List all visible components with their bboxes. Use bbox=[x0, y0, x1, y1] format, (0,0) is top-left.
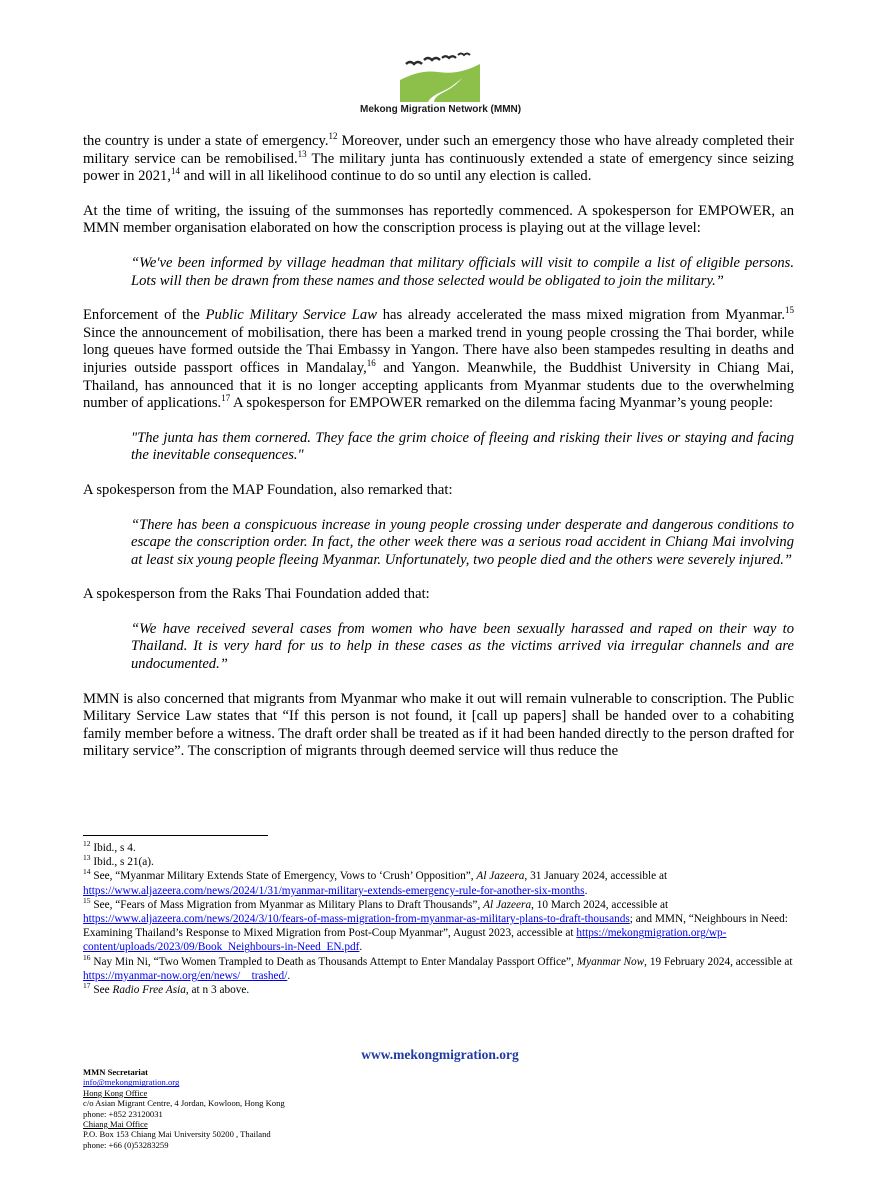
hk-phone: phone: +852 23120031 bbox=[83, 1108, 163, 1119]
paragraph-6: MMN is also concerned that migrants from Myanmar who make it out will remain vulnerable to conscription. The Public Military Service Law states that “If this person is not found, it [call up papers] shall be handed over to a cohabiting family member before a witness. The draft order shall be treated as if it had been handed directly to the person drafted for military service”. The conscription of migrants through deemed service will thus reduce the bbox=[83, 690, 794, 760]
footnote-15 bbox=[83, 898, 794, 955]
p1-text-c: The military junta has continuously extended a state of emergency since seizing power in 2021, bbox=[83, 150, 794, 185]
footnote-text: . bbox=[584, 884, 588, 897]
footnote-link-mmn-report[interactable]: https://mekongmigration.org/wp-content/uploads/2023/09/Book_Neighbours-in-Need_EN.pdf bbox=[83, 927, 727, 954]
footnote-link-myanmar-now[interactable]: https://myanmar-now.org/en/news/__trashed/ bbox=[83, 969, 288, 982]
hk-address: c/o Asian Migrant Centre, 4 Jordan, Kowloon, Hong Kong bbox=[83, 1098, 285, 1109]
p3-text-a: Enforcement of the bbox=[83, 307, 206, 324]
publication-name: Myanmar Now bbox=[576, 955, 645, 968]
publication-name: Al Jazeera bbox=[476, 870, 525, 883]
footnote-text: See bbox=[90, 984, 113, 997]
footnote-number: 15 bbox=[83, 896, 91, 906]
p1-text-b: Moreover, under such an emergency those who have already completed their military service can be remobilised. bbox=[83, 133, 794, 167]
quote-empower-2: "The junta has them cornered. They face the grim choice of fleeing and risking their lives or staying and facing the inevitable consequences." bbox=[131, 429, 794, 464]
cm-office-label: Chiang Mai Office bbox=[83, 1119, 148, 1130]
secretariat-block bbox=[83, 1067, 443, 1150]
quote-raks-thai: “We have received several cases from women who have been sexually harassed and raped on their way to Thailand. It is very hard for us to help in these cases as the victims arrived via irregular channels and are undocumented.” bbox=[131, 620, 794, 673]
p3-text-d: and Yangon. Meanwhile, the Buddhist University in Chiang Mai, Thailand, has announced that it is no longer accepting applicants from Myanmar students due to the overwhelming number of applications. bbox=[83, 359, 794, 412]
email-link[interactable]: info@mekongmigration.org bbox=[83, 1077, 180, 1088]
footnote-link-aljazeera-mar[interactable]: https://www.aljazeera.com/news/2024/3/10/fears-of-mass-migration-from-myanmar-as-military-plans-to-draft-thousands bbox=[83, 913, 630, 926]
footnote-14 bbox=[83, 869, 794, 897]
footnote-ref-14[interactable]: 14 bbox=[170, 166, 180, 177]
footnote-ref-12[interactable]: 12 bbox=[328, 131, 338, 142]
p1-text-d: and will in all likelihood continue to do so until any election is called. bbox=[179, 168, 592, 185]
website-link[interactable]: www.mekongmigration.org bbox=[361, 1047, 519, 1062]
footnote-ref-17[interactable]: 17 bbox=[221, 393, 231, 404]
logo-caption: Mekong Migration Network (MMN) bbox=[360, 104, 522, 115]
cm-address: P.O. Box 153 Chiang Mai University 50200 , Thailand bbox=[83, 1129, 271, 1140]
footnote-text: See, “Fears of Mass Migration from Myanmar as Military Plans to Draft Thousands”, bbox=[90, 898, 484, 911]
footnote-text: . bbox=[287, 969, 291, 982]
footnote-number: 14 bbox=[83, 867, 91, 877]
paragraph-2: At the time of writing, the issuing of the summonses has reportedly commenced. A spokesperson for EMPOWER, an MMN member organisation elaborated on how the conscription process is playing out at the village level: bbox=[83, 202, 794, 237]
quote-map-foundation: “There has been a conspicuous increase in young people crossing under desperate and dangerous conditions to escape the conscription order. In fact, the other week there was a serious road accident in Chiang Mai involving at least six young people fleeing Myanmar. Unfortunately, two people died and the others were severely injured.” bbox=[131, 516, 794, 568]
footnote-text: , 10 March 2024, accessible at bbox=[531, 898, 669, 911]
p1-text-a: the country is under a state of emergency. bbox=[83, 133, 329, 149]
p3-text-c: Since the announcement of mobilisation, there has been a marked trend in young people crossing the Thai border, while long queues have formed outside the Thai Embassy in Yangon. There have also been stampedes resulting in deaths and injuries outside passport offices in Mandalay, bbox=[83, 324, 794, 376]
publication-name: Al Jazeera bbox=[483, 898, 532, 911]
footnote-text: See, “Myanmar Military Extends State of Emergency, Vows to ‘Crush’ Opposition”, bbox=[90, 870, 477, 883]
p3-text-e: A spokesperson for EMPOWER remarked on the dilemma facing Myanmar’s young people: bbox=[230, 395, 774, 412]
footnote-text: Ibid., s 4. bbox=[90, 842, 136, 854]
footnote-16 bbox=[83, 952, 794, 983]
footnote-number: 12 bbox=[83, 839, 91, 849]
secretariat-title: MMN Secretariat bbox=[83, 1067, 148, 1077]
mmn-logo bbox=[360, 50, 520, 115]
mmn-logo-icon bbox=[398, 50, 482, 104]
footnote-text: , 19 February 2024, accessible at bbox=[644, 955, 793, 968]
paragraph-1 bbox=[83, 133, 794, 186]
paragraph-4: A spokesperson from the MAP Foundation, also remarked that: bbox=[83, 481, 453, 498]
footnote-17 bbox=[83, 983, 794, 997]
paragraph-3 bbox=[83, 307, 794, 413]
body-text bbox=[83, 133, 794, 778]
footnote-12 bbox=[83, 841, 794, 855]
law-title: Public Military Service Law bbox=[205, 307, 377, 324]
footnote-text: , 31 January 2024, accessible at bbox=[524, 870, 668, 883]
hk-office-label: Hong Kong Office bbox=[83, 1087, 148, 1098]
quote-empower-1: “We've been informed by village headman that military officials will visit to compile a list of eligible persons. Lots will then be drawn from these names and those selected would be obligated to join the military.” bbox=[131, 254, 794, 289]
footnote-number: 16 bbox=[83, 952, 91, 962]
footnote-number: 17 bbox=[83, 981, 91, 991]
footnote-text: Ibid., s 21(a). bbox=[90, 856, 154, 869]
footnote-text: , at n 3 above. bbox=[185, 984, 250, 997]
footnote-ref-15[interactable]: 15 bbox=[785, 305, 794, 316]
paragraph-5: A spokesperson from the Raks Thai Foundation added that: bbox=[83, 586, 430, 603]
footnote-ref-16[interactable]: 16 bbox=[366, 358, 376, 369]
footnote-link-aljazeera-jan[interactable]: https://www.aljazeera.com/news/2024/1/31/myanmar-military-extends-emergency-rule-for-another-six-months bbox=[83, 884, 585, 897]
footnote-number: 13 bbox=[83, 853, 91, 863]
footnote-13 bbox=[83, 855, 794, 869]
footnotes bbox=[83, 841, 794, 997]
cm-phone: phone: +66 (0)53283259 bbox=[83, 1139, 169, 1150]
footnote-text: . bbox=[359, 941, 363, 954]
footnote-text: Nay Min Ni, “Two Women Trampled to Death as Thousands Attempt to Enter Mandalay Passport Office”, bbox=[90, 955, 577, 968]
footnote-text: ; and MMN, “Neighbours in Need: Examining Thailand’s Response to Mixed Migration from Post-Coup Myanmar”, August 2023, accessible at bbox=[83, 913, 788, 940]
p3-text-b: has already accelerated the mass mixed migration from Myanmar. bbox=[376, 307, 785, 324]
footnote-divider bbox=[83, 835, 268, 836]
publication-name: Radio Free Asia bbox=[112, 984, 186, 997]
footnote-ref-13[interactable]: 13 bbox=[297, 148, 307, 159]
